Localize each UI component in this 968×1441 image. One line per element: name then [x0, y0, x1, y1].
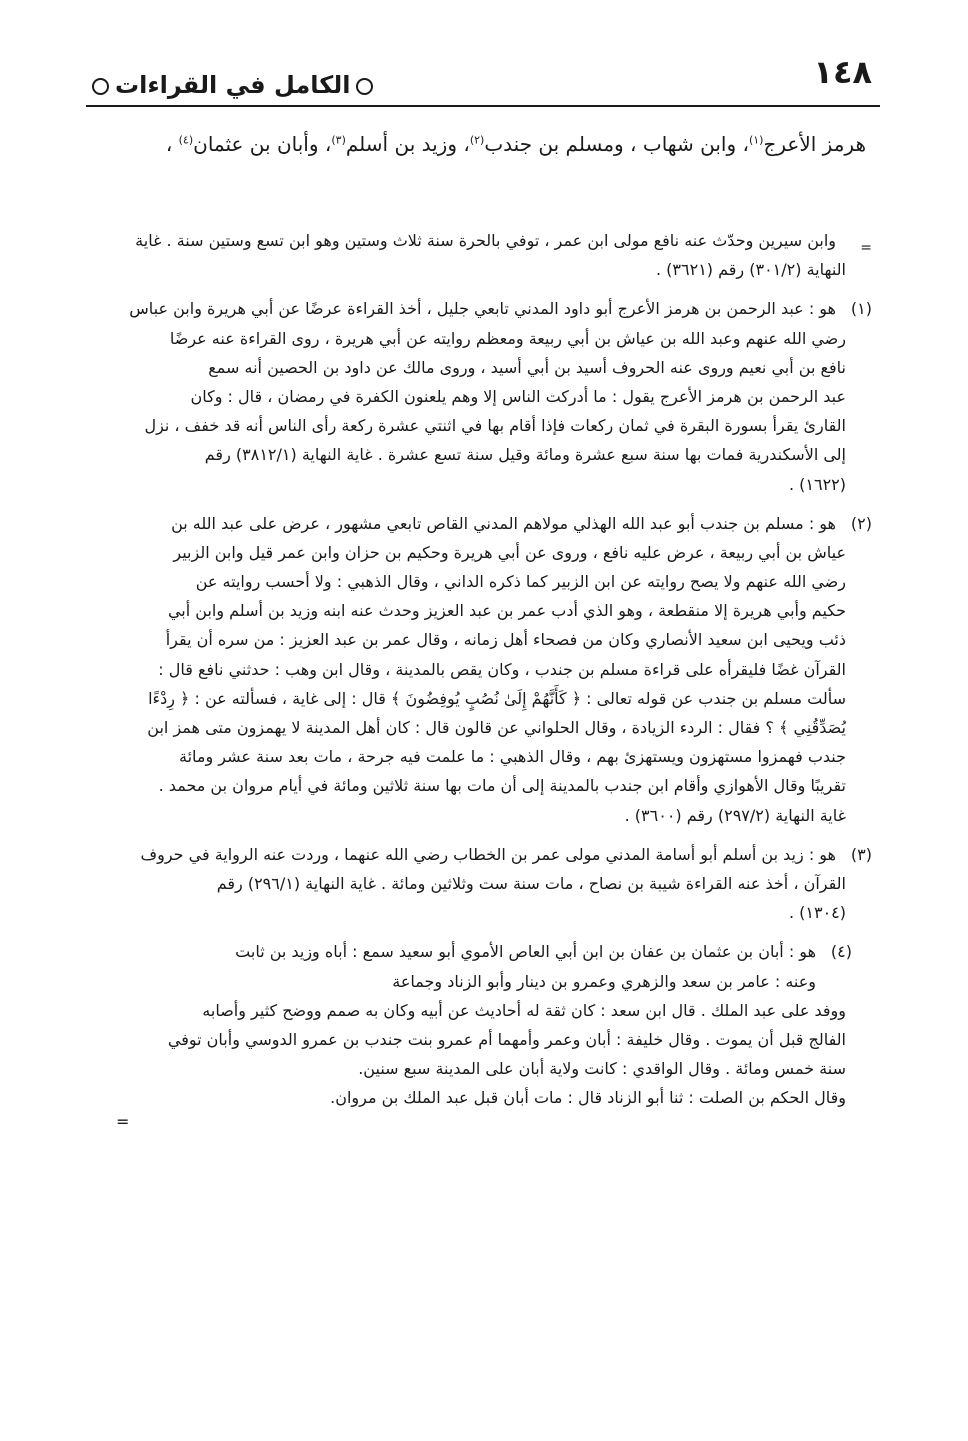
footnote-continuation [86, 226, 872, 284]
circle-ornament-icon [92, 78, 109, 95]
footnote-line: (١) هو : عبد الرحمن بن هرمز الأعرج أبو داود المدني تابعي جليل ، أخذ القراءة عرضًا عن أبي هريرة وابن عباس [86, 294, 872, 323]
footnote-line: تقريبًا وقال الأهوازي وأقام ابن جندب بالمدينة إلى أن مات بها سنة ثلاثين ومائة في أيام مروان بن محمد . [158, 776, 846, 796]
footnote-line: سنة خمس ومائة . وقال الواقدي : كانت ولاية أبان على المدينة سبع سنين. [358, 1059, 846, 1079]
footnote-line: غاية النهاية (٢٩٧/٢) رقم (٣٦٠٠) . [624, 805, 846, 825]
page-number: ١٤٨ [813, 53, 872, 91]
footnote-ref: (٣) [331, 133, 346, 147]
footnote-2 [86, 509, 872, 830]
footnote-line: (٢) هو : مسلم بن جندب أبو عبد الله الهذلي مولاهم المدني القاص تابعي مشهور ، عرض على عبد الله بن [86, 509, 872, 538]
footnote-line: رضي الله عنهم وعبد الله بن عياش بن أبي ربيعة ومعظم روايته عن أبي هريرة ، روى القراءة عنه عرضًا [169, 328, 846, 348]
footnote-line: عياش بن أبي ربيعة ، عرض عليه نافع ، وروى عن أبي هريرة وحكيم بن حزان وابن عمر قيل وابن الزبير [173, 542, 846, 562]
footnote-line: وعنه : عامر بن سعد والزهري وعمرو بن دينار وأبو الزناد وجماعة [392, 971, 816, 991]
running-title-group [86, 71, 379, 99]
footnote-ref: (١) [748, 133, 764, 147]
main-text-line [86, 126, 866, 162]
footnote-line: وقال الحكم بن الصلت : ثنا أبو الزناد قال : مات أبان قبل عبد الملك بن مروان. [330, 1088, 846, 1108]
running-title: الكامل في القراءات [115, 71, 351, 99]
continuation-marker: = [116, 1112, 130, 1132]
footnote-line: يُصَدِّقُنِي ﴾ ؟ فقال : الردء الزيادة ، وقال الحلواني عن قالون قال : كان أهل المدينة لا يهمزون متى همز ابن [147, 718, 846, 737]
footnote-line: (١٣٠٤) . [788, 903, 846, 923]
footnote-4 [86, 937, 872, 1112]
footnote-line: عبد الرحمن بن هرمز الأعرج يقول : ما أدركت الناس إلا وهم يلعنون الكفرة في رمضان ، قال : وكان [190, 386, 846, 406]
footnote-line: القرآن غضًا فليقرأه على قراءة مسلم بن جندب ، وكان يقص بالمدينة ، وقال ابن وهب : حدثني نافع قال : [158, 659, 846, 679]
footnote-number: (٢) [850, 513, 872, 533]
footnote-line: ذئب ويحيى ابن سعيد الأنصاري وكان من فصحاء أهل زمانه ، وقال عمر بن عبد العزيز : من سره أن يقرأ [165, 630, 846, 650]
main-text-segment: ، [165, 132, 179, 156]
footnote-line: حكيم وأبي هريرة إلا منقطعة ، وهو الذي أدب عمر بن عبد العزيز وحدث عنه ابنه وزيد بن أسلم وابن أبي [167, 601, 846, 621]
footnote-ref: (٢) [469, 133, 485, 147]
footnote-line: جندب فهمزوا مستهزون ويستهزئ بهم ، وقال الذهبي : ما علمت فيه جرحة ، مات بعد سنة عشر ومائة [179, 747, 846, 767]
footnote-number: (٤) [830, 942, 852, 962]
circle-ornament-icon [356, 78, 373, 95]
continuation-marker: = [860, 240, 872, 256]
footnotes [86, 226, 872, 1132]
footnote-line: سألت مسلم بن جندب عن قوله تعالى : ﴿ كَأَنَّهُمْ إِلَىٰ نُصُبٍ يُوفِضُونَ ﴾ قال : إلى غاية ، فسألته عن : ﴿ رِدْءًا [148, 688, 846, 708]
page-header [86, 55, 880, 107]
footnote-line: (١٦٢٢) . [788, 474, 846, 494]
footnote-line: (٣) هو : زيد بن أسلم أبو أسامة المدني مولى عمر بن الخطاب رضي الله عنهما ، وردت عنه الرواية في حروف [86, 840, 872, 869]
footnote-line: = وابن سيرين وحدّث عنه نافع مولى ابن عمر ، توفي بالحرة سنة ثلاث وستين وهو ابن تسع وستين سنة . غاية [86, 226, 872, 255]
main-text-segment: ، وزيد بن أسلم [345, 132, 470, 156]
footnote-line: إلى الأسكندرية فمات بها سنة سبع عشرة ومائة وقيل سنة تسع عشرة . غاية النهاية (٣٨١٢/١) رقم [204, 445, 846, 465]
footnote-line: الفالج قبل أن يموت . وقال خليفة : أبان وعمر وأمهما أم عمرو بنت جندب بن عمرو الدوسي وأبان توفي [167, 1029, 846, 1049]
main-text-segment: ، وابن شهاب ، ومسلم بن جندب [484, 132, 749, 156]
main-text-segment: هرمز الأعرج [763, 132, 866, 156]
footnote-line: النهاية (٣٠١/٢) رقم (٣٦٢١) . [655, 260, 846, 280]
footnote-number: (٣) [850, 844, 872, 864]
footnote-number: (١) [850, 299, 872, 319]
footnote-line: رضي الله عنهم ولا يصح روايته عن ابن الزبير كما ذكره الداني ، وقال الذهبي : ولا أحسب روايته عن [195, 572, 846, 592]
footnote-line: نافع بن أبي نعيم وروى عنه الحروف أسيد بن أبي أسيد ، وروى مالك عن داود بن الحصين أنه سمع [208, 357, 846, 377]
footnote-line: القرآن ، أخذ عنه القراءة شيبة بن نصاح ، مات سنة ست وثلاثين ومائة . غاية النهاية (٢٩٦/١) رقم [216, 873, 846, 893]
main-text-segment: ، وأبان بن عثمان [193, 132, 332, 156]
footnote-ref: (٤) [178, 133, 194, 147]
footnote-1 [86, 294, 872, 498]
footnote-line: (٤) هو : أبان بن عثمان بن عفان بن ابن أبي العاص الأموي أبو سعيد سمع : أباه وزيد بن ثابت [86, 937, 872, 966]
footnote-line: القارئ يقرأ بسورة البقرة في ثمان ركعات فإذا أقام بها في اثنتي عشرة ركعة رأى الناس أنه قد خفف ، نزل [144, 416, 846, 436]
footnote-line: ووفد على عبد الملك . قال ابن سعد : كان ثقة له أحاديث عن أبيه وكان به صمم ووضح كثير وأصابه [202, 1000, 846, 1020]
footnote-3 [86, 840, 872, 928]
